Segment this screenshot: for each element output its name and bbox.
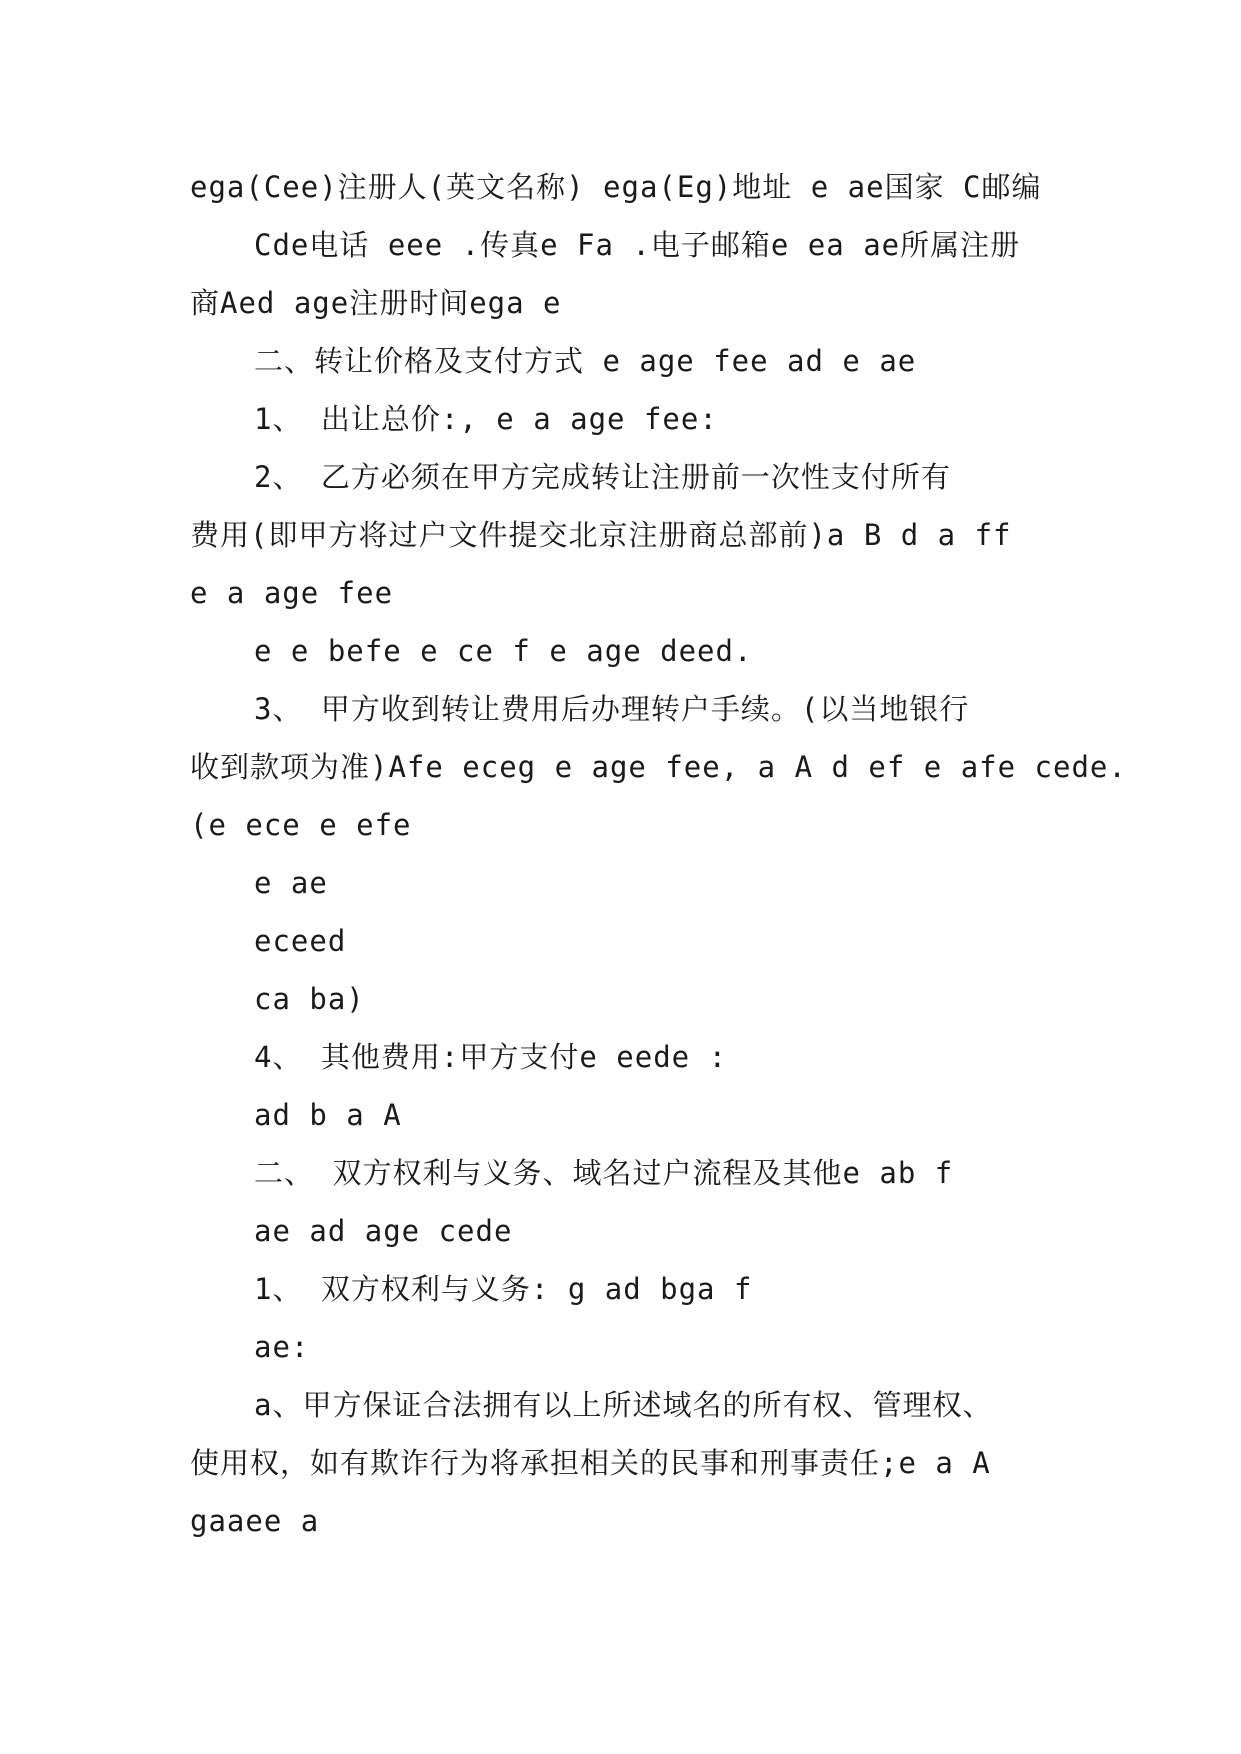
text-line-14: eceed xyxy=(254,924,347,958)
text-line-23: 使用权，如有欺诈行为将承担相关的民事和刑事责任;e a A xyxy=(190,1446,991,1480)
text-line-5: 1、 出让总价:, e a age fee: xyxy=(254,402,718,436)
text-line-2: Cde电话 eee .传真e Fa .电子邮箱e ea ae所属注册 xyxy=(254,228,1021,262)
text-line-7: 费用(即甲方将过户文件提交北京注册商总部前)a B d a ff xyxy=(190,518,1012,552)
text-line-24: gaaee a xyxy=(190,1504,320,1538)
text-line-8: e a age fee xyxy=(190,576,394,610)
section-heading-price-payment: 二、转让价格及支付方式 e age fee ad e ae xyxy=(254,344,917,378)
text-line-17: ad b a A xyxy=(254,1098,402,1132)
text-line-1: ega(Cee)注册人(英文名称) ega(Eg)地址 e ae国家 C邮编 xyxy=(190,170,1042,204)
text-line-6: 2、 乙方必须在甲方完成转让注册前一次性支付所有 xyxy=(254,460,951,494)
text-line-11: 收到款项为准)Afe eceg e age fee, a A d ef e afe cede. xyxy=(190,750,1127,784)
text-line-15: ca ba) xyxy=(254,982,365,1016)
text-line-22: a、甲方保证合法拥有以上所述域名的所有权、管理权、 xyxy=(254,1388,993,1422)
section-heading-rights-obligations: 二、 双方权利与义务、域名过户流程及其他e ab f xyxy=(254,1156,954,1190)
text-line-21: ae: xyxy=(254,1330,310,1364)
document-body xyxy=(190,158,1127,1550)
text-line-3: 商Aed age注册时间ega e xyxy=(190,286,562,320)
text-line-20: 1、 双方权利与义务: g ad bga f xyxy=(254,1272,753,1306)
text-line-16: 4、 其他费用:甲方支付e eede : xyxy=(254,1040,728,1074)
text-line-10: 3、 甲方收到转让费用后办理转户手续。(以当地银行 xyxy=(254,692,970,726)
text-line-12: (e ece e efe xyxy=(190,808,412,842)
text-line-19: ae ad age cede xyxy=(254,1214,513,1248)
text-line-9: e e befe e ce f e age deed. xyxy=(254,634,753,668)
text-line-13: e ae xyxy=(254,866,328,900)
